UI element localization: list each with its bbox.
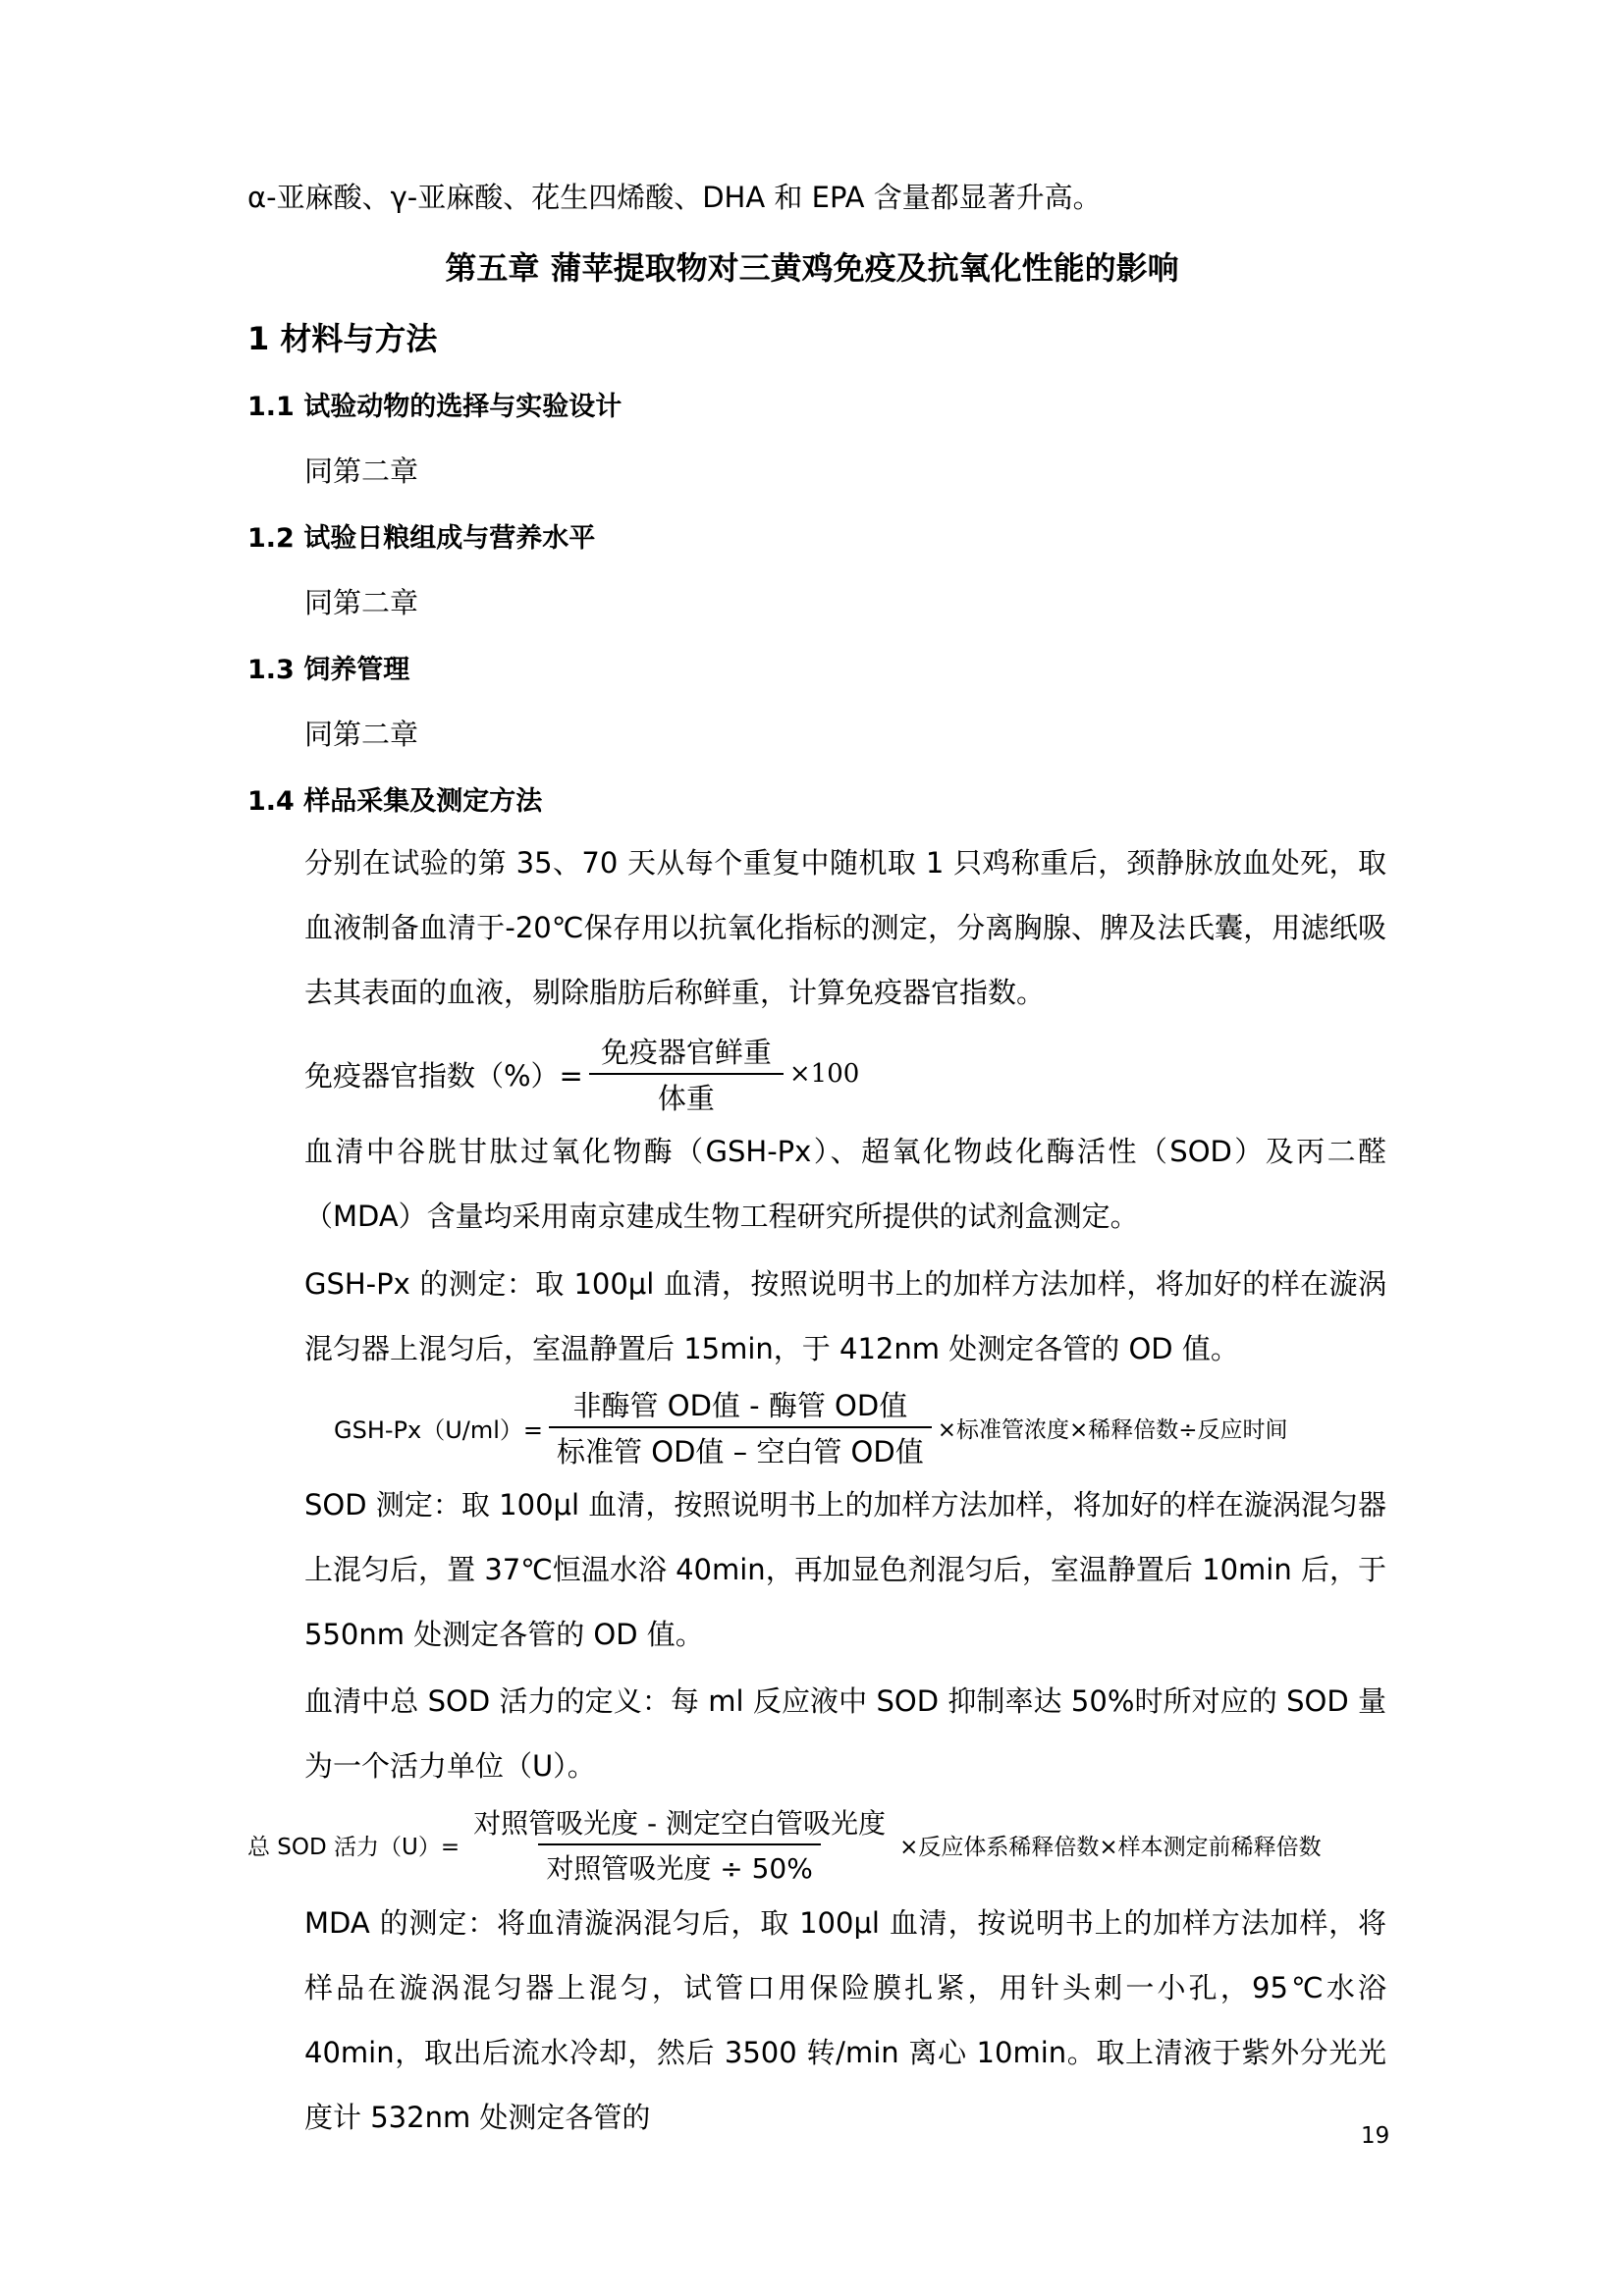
formula-gsh-numerator: 非酶管 OD值 - 酶管 OD值 bbox=[572, 1389, 908, 1422]
intro-line-text: α-亚麻酸、γ-亚麻酸、花生四烯酸、DHA 和 EPA 含量都显著升高。 bbox=[247, 181, 1102, 214]
formula-index-numerator: 免疫器官鲜重 bbox=[600, 1036, 772, 1069]
paragraph-sampling-text: 分别在试验的第 35、70 天从每个重复中随机取 1 只鸡称重后，颈静脉放血处死，取血液制备血清于-20℃保存用以抗氧化指标的测定，分离胸腺、脾及法氏囊，用滤纸吸去其表面的血液，剔除脂肪后称鲜重，计算免疫器官指数。 bbox=[304, 846, 1386, 1009]
paragraph-sod-definition-text: 血清中总 SOD 活力的定义：每 ml 反应液中 SOD 抑制率达 50%时所对应的 SOD 量为一个活力单位（U）。 bbox=[304, 1684, 1386, 1783]
formula-index-lhs: 免疫器官指数（%）= bbox=[304, 1058, 583, 1093]
formula-gsh-fraction bbox=[549, 1384, 932, 1470]
formula-sod-numerator: 对照管吸光度 - 测定空白管吸光度 bbox=[473, 1807, 887, 1840]
formula-immune-index bbox=[304, 1031, 859, 1117]
paragraph-gsh-text: GSH-Px 的测定：取 100μl 血清，按照说明书上的加样方法加样，将加好的样在漩涡混匀器上混匀后，室温静置后 15min，于 412nm 处测定各管的 OD 值。 bbox=[304, 1267, 1386, 1365]
paragraph-gsh bbox=[247, 1252, 1386, 1381]
formula-sod-lhs: 总 SOD 活力（U）= bbox=[247, 1834, 460, 1860]
paragraph-kits bbox=[247, 1119, 1386, 1249]
paragraph-sod-text: SOD 测定：取 100μl 血清，按照说明书上的加样方法加样，将加好的样在漩涡混匀器上混匀后，置 37℃恒温水浴 40min，再加显色剂混匀后，室温静置后 10min 后，于 550nm 处测定各管的 OD 值。 bbox=[304, 1488, 1386, 1651]
formula-sod-tail: ×反应体系稀释倍数×样本测定前稀释倍数 bbox=[899, 1834, 1322, 1860]
subsection-text-1-3: 同第二章 bbox=[304, 718, 419, 751]
formula-sod-denominator: 对照管吸光度 ÷ 50% bbox=[538, 1843, 821, 1887]
subsection-text-1-2: 同第二章 bbox=[304, 586, 419, 619]
subsection-text-1-1: 同第二章 bbox=[304, 454, 419, 488]
subsection-heading-1-2: 1.2 试验日粮组成与营养水平 bbox=[247, 523, 596, 554]
paragraph-sod bbox=[247, 1472, 1386, 1667]
formula-index-denominator: 体重 bbox=[589, 1073, 784, 1117]
subsection-heading-1-3: 1.3 饲养管理 bbox=[247, 655, 410, 685]
paragraph-mda-text: MDA 的测定：将血清漩涡混匀后，取 100μl 血清，按说明书上的加样方法加样，将样品在漩涡混匀器上混匀，试管口用保险膜扎紧，用针头刺一小孔，95℃水浴 40min，取出后流水冷却，然后 3500 转/min 离心 10min。取上清液于紫外分光光度计 532nm 处测定各管的 bbox=[304, 1906, 1386, 2134]
paragraph-mda bbox=[247, 1891, 1386, 2150]
intro-line bbox=[247, 165, 1386, 230]
subsection-heading-1-4: 1.4 样品采集及测定方法 bbox=[247, 786, 543, 817]
formula-gsh bbox=[334, 1384, 1288, 1470]
formula-gsh-denominator: 标准管 OD值 – 空白管 OD值 bbox=[549, 1426, 932, 1470]
formula-sod-fraction bbox=[465, 1802, 893, 1887]
chapter-title: 第五章 蒲苹提取物对三黄鸡免疫及抗氧化性能的影响 bbox=[445, 249, 1179, 287]
paragraph-sod-definition bbox=[247, 1669, 1386, 1798]
page-number: 19 bbox=[1361, 2123, 1390, 2149]
formula-gsh-tail: ×标准管浓度×稀释倍数÷反应时间 bbox=[937, 1416, 1288, 1443]
formula-sod bbox=[247, 1802, 1322, 1887]
paragraph-kits-text: 血清中谷胱甘肽过氧化物酶（GSH-Px）、超氧化物歧化酶活性（SOD）及丙二醛（MDA）含量均采用南京建成生物工程研究所提供的试剂盒测定。 bbox=[304, 1135, 1386, 1233]
formula-gsh-lhs: GSH-Px（U/ml）= bbox=[334, 1415, 544, 1444]
formula-index-tail: ×100 bbox=[788, 1059, 860, 1089]
formula-index-fraction bbox=[589, 1031, 784, 1117]
subsection-heading-1-1: 1.1 试验动物的选择与实验设计 bbox=[247, 392, 623, 422]
paragraph-sampling bbox=[247, 830, 1386, 1025]
section-heading-1: 1 材料与方法 bbox=[247, 320, 438, 357]
